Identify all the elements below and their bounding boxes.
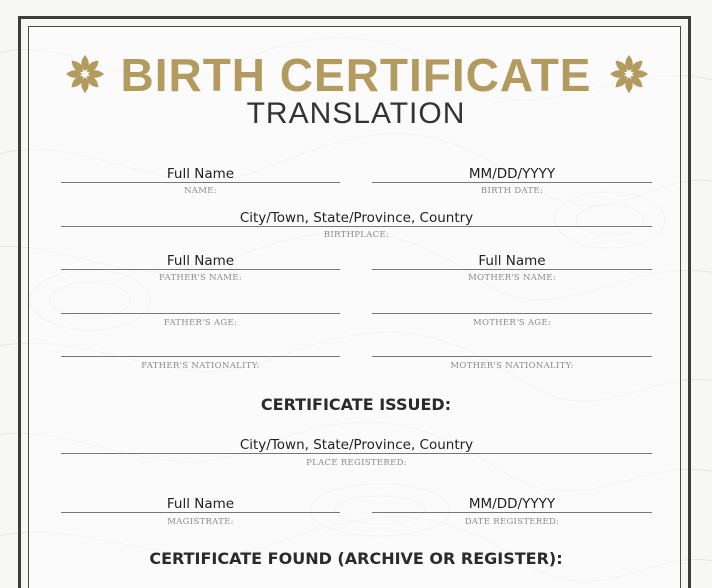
mother-nationality-label: MOTHER'S NATIONALITY: bbox=[450, 361, 574, 371]
date-registered-label: DATE REGISTERED: bbox=[464, 517, 560, 527]
mother-age-field[interactable] bbox=[372, 289, 652, 314]
magistrate-label: MAGISTRATE: bbox=[167, 517, 234, 527]
mother-age-label: MOTHER'S AGE: bbox=[472, 318, 552, 328]
father-name-value: Full Name bbox=[166, 253, 235, 269]
certificate-title: BIRTH CERTIFICATE bbox=[120, 49, 592, 101]
father-nationality-underline bbox=[61, 356, 340, 357]
father-name-label: FATHER'S NAME: bbox=[159, 273, 242, 283]
birth-date-value: MM/DD/YYYY bbox=[468, 166, 556, 182]
certificate-found-heading: CERTIFICATE FOUND (ARCHIVE OR REGISTER): bbox=[149, 549, 563, 568]
certificate-issued-heading: CERTIFICATE ISSUED: bbox=[260, 395, 452, 414]
magistrate-field[interactable] bbox=[61, 488, 340, 513]
certificate-subtitle: TRANSLATION bbox=[246, 97, 466, 130]
birthplace-underline bbox=[61, 226, 652, 227]
name-underline bbox=[61, 182, 340, 183]
mother-name-value: Full Name bbox=[478, 253, 546, 269]
birthplace-field[interactable] bbox=[61, 202, 652, 227]
magistrate-underline bbox=[61, 512, 340, 513]
place-registered-value: City/Town, State/Province, Country bbox=[239, 437, 474, 453]
magistrate-value: Full Name bbox=[166, 496, 235, 512]
date-registered-underline bbox=[372, 512, 652, 513]
name-label: NAME: bbox=[184, 186, 217, 196]
father-name-field[interactable] bbox=[61, 245, 340, 270]
mother-name-field[interactable] bbox=[372, 245, 652, 270]
place-registered-field[interactable] bbox=[61, 429, 652, 454]
father-age-underline bbox=[61, 313, 340, 314]
birthplace-value: City/Town, State/Province, Country bbox=[239, 210, 474, 226]
place-registered-label: PLACE REGISTERED: bbox=[306, 458, 407, 468]
mother-name-underline bbox=[372, 269, 652, 270]
mother-age-underline bbox=[372, 313, 652, 314]
mother-name-label: MOTHER'S NAME: bbox=[468, 273, 556, 283]
birthplace-label: BIRTHPLACE: bbox=[323, 230, 390, 240]
father-nationality-field[interactable] bbox=[61, 332, 340, 357]
father-nationality-label: FATHER'S NATIONALITY: bbox=[141, 361, 260, 371]
birth-date-underline bbox=[372, 182, 652, 183]
name-field[interactable] bbox=[61, 158, 340, 183]
birth-date-label: BIRTH DATE: bbox=[480, 186, 544, 196]
mother-nationality-field[interactable] bbox=[372, 332, 652, 357]
date-registered-field[interactable] bbox=[372, 488, 652, 513]
place-registered-underline bbox=[61, 453, 652, 454]
birth-date-field[interactable] bbox=[372, 158, 652, 183]
father-name-underline bbox=[61, 269, 340, 270]
mother-nationality-underline bbox=[372, 356, 652, 357]
father-age-field[interactable] bbox=[61, 289, 340, 314]
name-value: Full Name bbox=[166, 166, 235, 182]
date-registered-value: MM/DD/YYYY bbox=[468, 496, 556, 512]
father-age-label: FATHER'S AGE: bbox=[163, 318, 238, 328]
